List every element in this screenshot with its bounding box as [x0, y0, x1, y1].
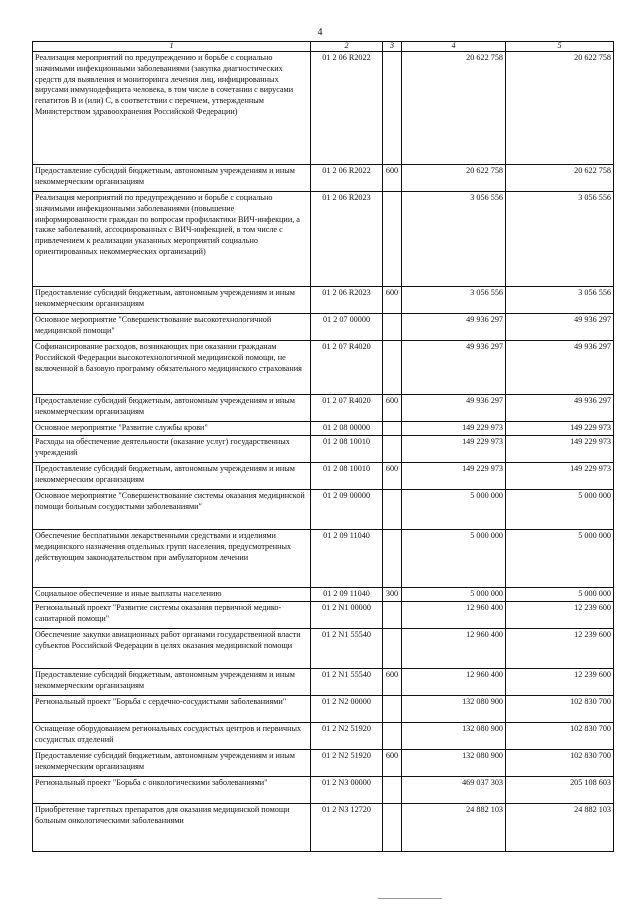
row-vr: 600 [383, 395, 402, 422]
row-vr [383, 314, 402, 341]
table-row [33, 723, 614, 750]
row-sum-2: 20 622 758 [506, 52, 614, 165]
row-sum-2: 49 936 297 [506, 341, 614, 395]
row-sum-2: 205 108 603 [506, 777, 614, 804]
row-vr [383, 804, 402, 852]
table-row [33, 804, 614, 852]
row-sum-2: 12 239 600 [506, 629, 614, 669]
row-sum-1: 49 936 297 [402, 314, 506, 341]
row-vr [383, 52, 402, 165]
table-row [33, 287, 614, 314]
row-vr: 600 [383, 463, 402, 490]
table-row [33, 395, 614, 422]
scan-artifact-line [378, 898, 442, 899]
row-sum-1: 132 080 900 [402, 696, 506, 723]
row-name: Реализация мероприятий по предупреждению и борьбе с социально значимыми инфекционными заболеваниями (закупка диагностических средств для выявления и мониторинга лечения лиц, инфицированных вирусами иммунодефицита человека, в том числе в сочетании с вирусами гепатитов В и (или) С, в соответствии с перечнем, утвержденным Министерством здравоохранения Российской Федерации) [33, 52, 311, 165]
row-name: Обеспечение закупки авиационных работ органами государственной власти субъектов Российской Федерации в целях оказания медицинской помощи [33, 629, 311, 669]
row-sum-1: 5 000 000 [402, 588, 506, 602]
row-code: 01 2 08 00000 [311, 422, 383, 436]
row-name: Региональный проект "Развитие системы оказания первичной медико-санитарной помощи" [33, 602, 311, 629]
table-row [33, 192, 614, 287]
row-name: Основное мероприятие "Совершенствование системы оказания медицинской помощи больным сосудистыми заболеваниями" [33, 490, 311, 530]
row-code: 01 2 N2 51920 [311, 750, 383, 777]
row-sum-1: 12 960 400 [402, 602, 506, 629]
row-vr [383, 629, 402, 669]
row-sum-1: 49 936 297 [402, 341, 506, 395]
row-code: 01 2 08 10010 [311, 463, 383, 490]
header-col-2: 2 [311, 42, 383, 52]
row-name: Предоставление субсидий бюджетным, автономным учреждениям и иным некоммерческим организациям [33, 463, 311, 490]
row-sum-1: 5 000 000 [402, 530, 506, 588]
row-sum-1: 132 080 900 [402, 723, 506, 750]
row-vr [383, 723, 402, 750]
table-row [33, 436, 614, 463]
row-name: Приобретение таргетных препаратов для оказания медицинской помощи больным онкологическими заболеваниями [33, 804, 311, 852]
row-code: 01 2 06 R2023 [311, 192, 383, 287]
row-sum-2: 49 936 297 [506, 395, 614, 422]
header-col-5: 5 [506, 42, 614, 52]
row-name: Социальное обеспечение и иные выплаты населению [33, 588, 311, 602]
row-code: 01 2 07 R4020 [311, 341, 383, 395]
row-name: Региональный проект "Борьба с сердечно-сосудистыми заболеваниями" [33, 696, 311, 723]
row-name: Основное мероприятие "Развитие службы крови" [33, 422, 311, 436]
row-sum-2: 149 229 973 [506, 463, 614, 490]
row-sum-2: 102 830 700 [506, 723, 614, 750]
row-code: 01 2 09 00000 [311, 490, 383, 530]
row-sum-2: 5 000 000 [506, 530, 614, 588]
table-row [33, 422, 614, 436]
budget-table [32, 41, 614, 852]
row-name: Предоставление субсидий бюджетным, автономным учреждениям и иным некоммерческим организациям [33, 395, 311, 422]
table-row [33, 750, 614, 777]
row-code: 01 2 07 R4020 [311, 395, 383, 422]
table-row [33, 52, 614, 165]
row-sum-1: 469 037 303 [402, 777, 506, 804]
row-sum-1: 12 960 400 [402, 669, 506, 696]
table-row [33, 341, 614, 395]
row-name: Предоставление субсидий бюджетным, автономным учреждениям и иным некоммерческим организациям [33, 669, 311, 696]
row-name: Предоставление субсидий бюджетным, автономным учреждениям и иным некоммерческим организациям [33, 750, 311, 777]
row-vr [383, 341, 402, 395]
row-sum-2: 49 936 297 [506, 314, 614, 341]
row-vr [383, 192, 402, 287]
row-vr [383, 696, 402, 723]
row-name: Предоставление субсидий бюджетным, автономным учреждениям и иным некоммерческим организациям [33, 287, 311, 314]
row-sum-2: 20 622 758 [506, 165, 614, 192]
row-name: Обеспечение бесплатными лекарственными средствами и изделиями медицинского назначения отдельных групп населения, предусмотренных действующим законодательством при амбулаторном лечении [33, 530, 311, 588]
table-row [33, 696, 614, 723]
row-sum-2: 3 056 556 [506, 287, 614, 314]
row-vr [383, 777, 402, 804]
row-vr: 600 [383, 287, 402, 314]
row-name: Основное мероприятие "Совершенствование высокотехнологичной медицинской помощи" [33, 314, 311, 341]
row-sum-1: 49 936 297 [402, 395, 506, 422]
row-code: 01 2 08 10010 [311, 436, 383, 463]
table-row [33, 602, 614, 629]
row-code: 01 2 N3 12720 [311, 804, 383, 852]
row-name: Реализация мероприятий по предупреждению и борьбе с социально значимыми инфекционными заболеваниями (повышение информированности граждан по вопросам профилактики ВИЧ-инфекции, а также заболеваний, ассоциированных с ВИЧ-инфекцией, в том числе с привлечением к реализации указанных мероприятий социально ориентированных некоммерческих организаций) [33, 192, 311, 287]
table-row [33, 463, 614, 490]
row-sum-2: 24 882 103 [506, 804, 614, 852]
row-name: Региональный проект "Борьба с онкологическими заболеваниями" [33, 777, 311, 804]
row-sum-1: 149 229 973 [402, 422, 506, 436]
table-row [33, 777, 614, 804]
row-sum-2: 12 239 600 [506, 602, 614, 629]
page-number: 4 [317, 27, 323, 38]
row-code: 01 2 06 R2022 [311, 165, 383, 192]
row-sum-1: 3 056 556 [402, 192, 506, 287]
table-row [33, 629, 614, 669]
row-sum-1: 3 056 556 [402, 287, 506, 314]
row-vr: 600 [383, 750, 402, 777]
row-code: 01 2 06 R2022 [311, 52, 383, 165]
row-sum-2: 149 229 973 [506, 422, 614, 436]
row-code: 01 2 N2 00000 [311, 696, 383, 723]
row-name: Расходы на обеспечение деятельности (оказание услуг) государственных учреждений [33, 436, 311, 463]
row-sum-1: 20 622 758 [402, 165, 506, 192]
row-sum-2: 149 229 973 [506, 436, 614, 463]
table-row [33, 314, 614, 341]
row-vr: 600 [383, 165, 402, 192]
row-code: 01 2 N2 51920 [311, 723, 383, 750]
header-col-3: 3 [383, 42, 402, 52]
row-sum-2: 5 000 000 [506, 588, 614, 602]
row-vr [383, 436, 402, 463]
table-row [33, 588, 614, 602]
header-col-4: 4 [402, 42, 506, 52]
row-code: 01 2 N3 00000 [311, 777, 383, 804]
row-name: Оснащение оборудованием региональных сосудистых центров и первичных сосудистых отделений [33, 723, 311, 750]
row-sum-1: 149 229 973 [402, 436, 506, 463]
row-sum-1: 20 622 758 [402, 52, 506, 165]
table-row [33, 165, 614, 192]
row-sum-2: 5 000 000 [506, 490, 614, 530]
table-row [33, 530, 614, 588]
row-sum-1: 132 080 900 [402, 750, 506, 777]
table-row [33, 490, 614, 530]
row-vr: 300 [383, 588, 402, 602]
table-row [33, 669, 614, 696]
row-sum-2: 3 056 556 [506, 192, 614, 287]
row-code: 01 2 N1 55540 [311, 669, 383, 696]
row-sum-1: 149 229 973 [402, 463, 506, 490]
row-sum-1: 12 960 400 [402, 629, 506, 669]
row-code: 01 2 N1 00000 [311, 602, 383, 629]
row-name: Предоставление субсидий бюджетным, автономным учреждениям и иным некоммерческим организациям [33, 165, 311, 192]
row-name: Софинансирование расходов, возникающих при оказании гражданам Российской Федерации высокотехнологичной медицинской помощи, не включенной в базовую программу обязательного медицинского страхования [33, 341, 311, 395]
header-col-1: 1 [33, 42, 311, 52]
row-code: 01 2 07 00000 [311, 314, 383, 341]
row-sum-2: 102 830 700 [506, 750, 614, 777]
row-code: 01 2 N1 55540 [311, 629, 383, 669]
row-vr: 600 [383, 669, 402, 696]
row-sum-1: 5 000 000 [402, 490, 506, 530]
row-vr [383, 422, 402, 436]
row-code: 01 2 09 11040 [311, 530, 383, 588]
row-sum-2: 102 830 700 [506, 696, 614, 723]
row-vr [383, 490, 402, 530]
header-row [33, 42, 614, 52]
row-code: 01 2 09 11040 [311, 588, 383, 602]
row-sum-2: 12 239 600 [506, 669, 614, 696]
row-vr [383, 602, 402, 629]
row-sum-1: 24 882 103 [402, 804, 506, 852]
row-code: 01 2 06 R2023 [311, 287, 383, 314]
row-vr [383, 530, 402, 588]
